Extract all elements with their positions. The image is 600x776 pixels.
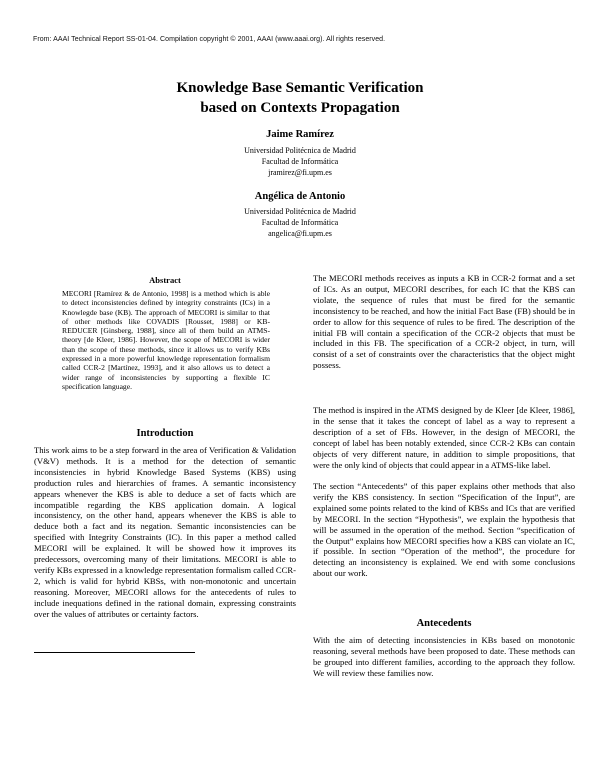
antecedents-text: With the aim of detecting inconsistencies in KBs based on monotonic reasoning, several methods have been proposed to date. These methods can be grouped into different families, according to the approach they follow. We will review these families now. xyxy=(313,635,575,678)
introduction-text: This work aims to be a step forward in the area of Verification & Validation (V&V) methods. It is a method for the detection of semantic inconsistencies in hybrid Knowledge Based Systems (KBS) using production rules and hierarchies of frames. A semantic inconsistency appears whenever the KBS is able to deduce a set of facts which are incompatible regarding the KBS application domain. A logical inconsistency, on the other hand, appears whenever the KBS is able to deduce both a fact and its negation. Semantic inconsistencies can be specified with Integrity Constraints (IC). In this paper a method called MECORI will be explained. It will be showed how it improves its predecessors, overcoming many of their limitations. MECORI is able to verify KBs expressed in a knowledge representation formalism called CCR-2, which is valid for hybrid KBSs, with non-monotonic and uncertain reasoning. Moreover, MECORI allows for the antecedents of rules to include inequations defined in the rational domain, expressing constraints over the values of attributes or certainty factors. xyxy=(34,445,296,619)
copyright-note: From: AAAI Technical Report SS-01-04. Compilation copyright © 2001, AAAI (www.aaai.org). All rights reserved. xyxy=(33,36,386,43)
abstract-heading: Abstract xyxy=(149,275,181,285)
author-university-1: Universidad Politécnica de Madrid xyxy=(244,146,356,155)
paper-title-line-1: Knowledge Base Semantic Verification xyxy=(176,80,424,96)
author-university-2: Universidad Politécnica de Madrid xyxy=(244,207,356,216)
author-email-1: jramirez@fi.upm.es xyxy=(268,168,332,177)
introduction-heading: Introduction xyxy=(136,428,194,439)
author-faculty-2: Facultad de Informática xyxy=(261,218,339,227)
author-faculty-1: Facultad de Informática xyxy=(261,157,339,166)
author-name-2: Angélica de Antonio xyxy=(254,191,346,202)
author-name-1: Jaime Ramírez xyxy=(266,129,334,140)
paper-title-line-2: based on Contexts Propagation xyxy=(200,100,400,116)
right-paragraph-3: The section “Antecedents” of this paper explains other methods that also verify the KBS consistency. In section “Specification of the Input”, are explained some points related to the kind of KBSs and ICs that are verified by MECORI. In the section “Hypothesis”, we explain the hypothesis that will be assumed in the operation of the method. Section “specification of the Output” explains how MECORI specifies how a KBS can violate an IC, if possible. In section “Operation of the method”, the procedure for detecting an inconsistency is explained. We end with some conclusions about our work. xyxy=(313,481,575,579)
right-paragraph-1: The MECORI methods receives as inputs a KB in CCR-2 format and a set of ICs. As an output, MECORI describes, for each IC that the KBS can violate, the sequence of rules that must be fired for the semantic inconsistency to be reached, and how the initial Fact Base (FB) should be in order to allow for this sequence of rules to be fired. The description of the initial FB will contain a specification of the CCR-2 objects that must be included in this FB. The specification of a CCR-2 object, in turn, will consist of a set of constraints over the characteristics that the object might possess. xyxy=(313,273,575,371)
antecedents-heading: Antecedents xyxy=(416,618,472,629)
abstract-text: MECORI [Ramírez & de Antonio, 1998] is a method which is able to detect inconsistencies defined by integrity constraints (ICs) in a Knowlegde base (KB). The approach of MECORI is similar to that of other methods like COVADIS [Rousset, 1988] or KB-REDUCER [Ginsberg, 1988], since all of them build an ATMS-theory [de Kleer, 1986]. However, the scope of MECORI is wider than the scope of these methods, since it allows us to verify KBs expressed in a more powerful knowledge representation formalism called CCR-2 [Martínez, 1993], and it also allows us to detect a wider range of inconsistencies by supporting a flexible IC specification language. xyxy=(62,289,270,391)
author-email-2: angelica@fi.upm.es xyxy=(268,229,332,238)
right-paragraph-2: The method is inspired in the ATMS designed by de Kleer [de Kleer, 1986], in the sense that it takes the concept of label as a way to represent a description of a set of FBs. However, in the design of MECORI, the concept of label has been notably extended, since CCR-2 KBs can contain objects of very different nature, in addition to simple propositions, that were the only kind of objects that could appear in a ATMS-like label. xyxy=(313,405,575,470)
footnote-divider xyxy=(34,652,195,653)
